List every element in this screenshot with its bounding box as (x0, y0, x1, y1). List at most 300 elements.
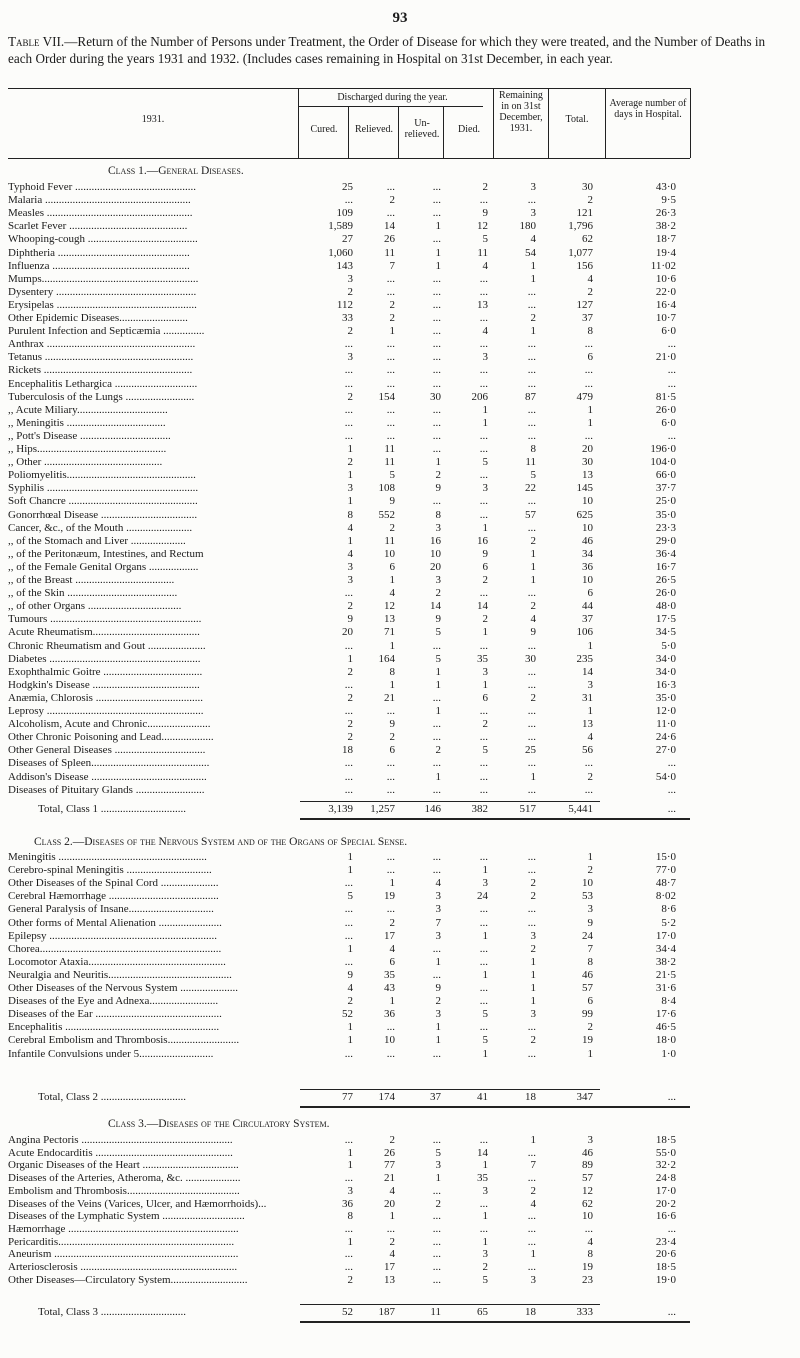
row-label: General Paralysis of Insane............................... (8, 903, 214, 915)
cell: 2 (347, 666, 353, 678)
caption-lead: Table VII. (8, 34, 65, 49)
cell: 1 (435, 260, 441, 272)
cell: 7 (530, 1159, 536, 1171)
cell: ... (667, 378, 676, 390)
cell: 17·0 (655, 1185, 676, 1197)
cell: 48·7 (655, 877, 676, 889)
cell: 77 (384, 1159, 395, 1171)
cell: 46·5 (655, 1021, 676, 1033)
cell: ... (432, 640, 441, 652)
cell: ... (344, 404, 353, 416)
cell: 6 (587, 587, 593, 599)
cell: 9 (482, 207, 488, 219)
header-divider (443, 106, 444, 158)
row-label: Neuralgia and Neuritis............................................. (8, 969, 232, 981)
cell: 19·0 (655, 1274, 676, 1286)
table-row (8, 587, 800, 600)
header-divider (605, 88, 606, 158)
cell: 1 (530, 1248, 536, 1260)
cell: 187 (378, 1306, 395, 1318)
table-row (8, 613, 800, 626)
cell: 12·0 (655, 705, 676, 717)
row-label: ,, of the Breast .................................... (8, 574, 175, 586)
row-label: Exophthalmic Goitre .................................... (8, 666, 203, 678)
cell: ... (344, 1261, 353, 1273)
table-row (8, 877, 800, 890)
cell: ... (527, 917, 536, 929)
cell: ... (479, 587, 488, 599)
cell: 121 (576, 207, 593, 219)
cell: 8 (587, 325, 593, 337)
cell: ... (527, 705, 536, 717)
cell: 5·0 (661, 640, 676, 652)
cell: ... (479, 1021, 488, 1033)
cell: ... (479, 851, 488, 863)
cell: 1 (347, 1159, 353, 1171)
table-row (8, 956, 800, 969)
row-label: Diseases of Spleen........................................... (8, 757, 210, 769)
cell: ... (584, 784, 593, 796)
row-label: Rickets ...................................................... (8, 364, 193, 376)
cell: ... (386, 404, 395, 416)
cell: ... (432, 1274, 441, 1286)
table-row (8, 1159, 800, 1172)
total-row (8, 1091, 800, 1104)
cell: 11·02 (650, 260, 676, 272)
table-row (8, 1248, 800, 1261)
cell: 20 (342, 626, 353, 638)
cell: 87 (525, 391, 536, 403)
cell: 71 (384, 626, 395, 638)
cell: 11 (477, 247, 488, 259)
cell: ... (479, 982, 488, 994)
row-label: ,, Acute Miliary................................. (8, 404, 168, 416)
cell: ... (527, 851, 536, 863)
cell: 2 (347, 456, 353, 468)
cell: 2 (530, 890, 536, 902)
table-row (8, 312, 800, 325)
cell: ... (432, 338, 441, 350)
cell: 1 (530, 325, 536, 337)
cell: 5 (389, 469, 395, 481)
table-row (8, 378, 800, 391)
cell: ... (432, 443, 441, 455)
cell: 30 (582, 181, 593, 193)
table-row (8, 744, 800, 757)
cell: 35·0 (655, 692, 676, 704)
cell: 16·6 (655, 1210, 676, 1222)
cell: ... (584, 430, 593, 442)
cell: 1 (587, 404, 593, 416)
cell: ... (432, 286, 441, 298)
cell: 9 (347, 969, 353, 981)
cell: 17·0 (655, 930, 676, 942)
cell: 20 (582, 443, 593, 455)
cell: 16·4 (655, 299, 676, 311)
row-label: Other Epidemic Diseases......................... (8, 312, 188, 324)
cell: 1 (530, 771, 536, 783)
cell: 1 (482, 1159, 488, 1171)
cell: 10·6 (655, 273, 676, 285)
row-label: ,, Pott's Disease ................................. (8, 430, 171, 442)
table-row (8, 1008, 800, 1021)
cell: 2 (389, 917, 395, 929)
cell: 1 (530, 956, 536, 968)
cell: 13 (384, 613, 395, 625)
cell: 57 (525, 509, 536, 521)
cell: 13 (582, 469, 593, 481)
table-header (8, 90, 800, 158)
cell: 1 (530, 260, 536, 272)
cell: 34·0 (655, 666, 676, 678)
cell: 30 (430, 391, 441, 403)
cell: ... (344, 430, 353, 442)
section-title: Class 3.—Diseases of the Circulatory System. (108, 1118, 330, 1130)
cell: 30 (582, 456, 593, 468)
cell: 3 (587, 1134, 593, 1146)
cell: 174 (378, 1091, 395, 1103)
cell: 35 (477, 1172, 488, 1184)
row-label: Cerebral Hæmorrhage ........................................ (8, 890, 219, 902)
table-row (8, 930, 800, 943)
cell: 99 (582, 1008, 593, 1020)
cell: ... (432, 233, 441, 245)
section-end-rule (300, 818, 690, 820)
table-row (8, 338, 800, 351)
table-row (8, 482, 800, 495)
cell: 9 (530, 626, 536, 638)
cell: 112 (336, 299, 353, 311)
table-row (8, 548, 800, 561)
cell: 1 (530, 1134, 536, 1146)
row-label: Aneurism ................................................................... (8, 1248, 239, 1260)
row-label: Arteriosclerosis ......................................................... (8, 1261, 238, 1273)
cell: 14 (477, 600, 488, 612)
row-label: Alcoholism, Acute and Chronic....................... (8, 718, 211, 730)
cell: 1 (530, 273, 536, 285)
row-label: Chronic Rheumatism and Gout ..................... (8, 640, 206, 652)
cell: 1 (435, 956, 441, 968)
cell: 34 (582, 548, 593, 560)
cell: 2 (587, 864, 593, 876)
cell: ... (527, 784, 536, 796)
cell: 62 (582, 233, 593, 245)
cell: ... (527, 903, 536, 915)
header-unrelieved: Un-relieved. (404, 118, 440, 140)
cell: 6·0 (661, 325, 676, 337)
cell: ... (432, 181, 441, 193)
table-row (8, 1210, 800, 1223)
cell: ... (432, 1248, 441, 1260)
cell: 5 (482, 456, 488, 468)
cell: 1 (587, 705, 593, 717)
row-label: Measles ..................................................... (8, 207, 193, 219)
cell: ... (584, 338, 593, 350)
cell: 31 (582, 692, 593, 704)
cell: 3 (587, 679, 593, 691)
cell: 26·5 (655, 574, 676, 586)
row-label: Scarlet Fever ........................................... (8, 220, 188, 232)
cell: 4 (389, 1248, 395, 1260)
cell: 5 (482, 1008, 488, 1020)
cell: 5 (435, 653, 441, 665)
cell: 2 (347, 286, 353, 298)
cell: 16·7 (655, 561, 676, 573)
cell: 1 (587, 640, 593, 652)
cell: ... (386, 1223, 395, 1235)
cell: 1 (347, 469, 353, 481)
cell: 1 (435, 247, 441, 259)
cell: 2 (530, 600, 536, 612)
cell: 46 (582, 535, 593, 547)
cell: ... (527, 718, 536, 730)
cell: 25 (342, 181, 353, 193)
cell: ... (667, 1223, 676, 1235)
cell: 347 (576, 1091, 593, 1103)
cell: ... (479, 995, 488, 1007)
cell: ... (527, 1261, 536, 1273)
row-label: ,, of the Skin ........................................ (8, 587, 178, 599)
cell: 17 (384, 1261, 395, 1273)
cell: ... (432, 207, 441, 219)
table-row (8, 574, 800, 587)
cell: 3 (435, 574, 441, 586)
cell: 18·7 (655, 233, 676, 245)
cell: ... (432, 273, 441, 285)
cell: 11 (430, 1306, 441, 1318)
cell: 18·0 (655, 1034, 676, 1046)
cell: ... (584, 364, 593, 376)
cell: 35 (477, 653, 488, 665)
cell: 81·5 (655, 391, 676, 403)
cell: 1 (482, 969, 488, 981)
cell: ... (432, 364, 441, 376)
cell: 1 (482, 679, 488, 691)
cell: 25·0 (655, 495, 676, 507)
cell: 19 (582, 1261, 593, 1273)
header-average: Average number of days in Hospital. (609, 98, 687, 120)
section-end-rule (300, 1321, 690, 1323)
cell: 7 (389, 260, 395, 272)
cell: ... (386, 864, 395, 876)
cell: 6 (389, 744, 395, 756)
cell: 7 (435, 917, 441, 929)
cell: 1 (347, 653, 353, 665)
header-top-rule (8, 88, 690, 89)
cell: 89 (582, 1159, 593, 1171)
cell: 21 (384, 692, 395, 704)
cell: 1 (347, 851, 353, 863)
cell: ... (527, 194, 536, 206)
cell: ... (667, 757, 676, 769)
cell: ... (479, 286, 488, 298)
row-label: Cancer, &c., of the Mouth ........................ (8, 522, 193, 534)
cell: 4 (347, 548, 353, 560)
cell: ... (479, 771, 488, 783)
cell: ... (527, 522, 536, 534)
table-row (8, 260, 800, 273)
cell: 20 (430, 561, 441, 573)
cell: 1 (435, 456, 441, 468)
table-row (8, 995, 800, 1008)
row-label: Diseases of the Arteries, Atheroma, &c. .................... (8, 1172, 241, 1184)
cell: ... (667, 430, 676, 442)
cell: ... (527, 378, 536, 390)
cell: 2 (347, 731, 353, 743)
table-row (8, 917, 800, 930)
cell: 20·6 (655, 1248, 676, 1260)
cell: 1 (435, 1021, 441, 1033)
cell: 1,060 (328, 247, 353, 259)
cell: 333 (576, 1306, 593, 1318)
cell: 1 (435, 705, 441, 717)
cell: 1 (347, 495, 353, 507)
cell: 145 (576, 482, 593, 494)
row-label: Other Chronic Poisoning and Lead................... (8, 731, 214, 743)
row-label: Erysipelas ................................................... (8, 299, 197, 311)
cell: ... (432, 692, 441, 704)
table-row (8, 509, 800, 522)
cell: 13 (384, 1274, 395, 1286)
cell: ... (527, 299, 536, 311)
cell: 8 (530, 443, 536, 455)
cell: ... (386, 851, 395, 863)
cell: 3 (435, 1159, 441, 1171)
table-row (8, 640, 800, 653)
cell: 2 (482, 181, 488, 193)
cell: 1 (347, 1034, 353, 1046)
table-row (8, 351, 800, 364)
cell: 4 (389, 587, 395, 599)
cell: 11 (384, 535, 395, 547)
cell: ... (479, 443, 488, 455)
table-row (8, 417, 800, 430)
cell: 2 (482, 718, 488, 730)
cell: ... (386, 273, 395, 285)
cell: ... (584, 378, 593, 390)
cell: 2 (347, 391, 353, 403)
cell: ... (479, 194, 488, 206)
cell: 2 (530, 877, 536, 889)
cell: 1 (530, 574, 536, 586)
cell: ... (432, 417, 441, 429)
table-row (8, 207, 800, 220)
cell: 479 (576, 391, 593, 403)
cell: ... (527, 1147, 536, 1159)
cell: 4 (435, 877, 441, 889)
cell: ... (344, 417, 353, 429)
cell: 53 (582, 890, 593, 902)
cell: 9 (587, 917, 593, 929)
cell: 35·0 (655, 509, 676, 521)
cell: 12 (477, 220, 488, 232)
cell: ... (386, 1048, 395, 1060)
total-rule (300, 801, 600, 802)
cell: ... (344, 784, 353, 796)
cell: 1 (347, 1147, 353, 1159)
cell: 1 (435, 679, 441, 691)
cell: 14 (384, 220, 395, 232)
row-label: Hodgkin's Disease ....................................... (8, 679, 200, 691)
cell: ... (344, 930, 353, 942)
cell: 8 (347, 1210, 353, 1222)
cell: 34·4 (655, 943, 676, 955)
table-row (8, 784, 800, 797)
cell: 54 (525, 247, 536, 259)
cell: 2 (530, 943, 536, 955)
cell: 4 (530, 233, 536, 245)
cell: ... (479, 1198, 488, 1210)
cell: 1 (389, 574, 395, 586)
row-label: Total, Class 2 ............................... (38, 1091, 187, 1103)
cell: 2 (347, 325, 353, 337)
row-label: Encephalitis Lethargica .............................. (8, 378, 198, 390)
cell: ... (432, 1223, 441, 1235)
cell: 55·0 (655, 1147, 676, 1159)
cell: 38·2 (655, 956, 676, 968)
cell: 382 (471, 803, 488, 815)
row-label: Total, Class 3 ............................... (38, 1306, 187, 1318)
cell: ... (479, 903, 488, 915)
cell: 66·0 (655, 469, 676, 481)
cell: 1 (482, 1210, 488, 1222)
cell: ... (344, 640, 353, 652)
cell: ... (344, 364, 353, 376)
cell: 3 (435, 890, 441, 902)
cell: 1 (435, 666, 441, 678)
row-label: Organic Diseases of the Heart ................................... (8, 1159, 239, 1171)
cell: ... (667, 1306, 676, 1318)
cell: ... (344, 705, 353, 717)
row-label: Anæmia, Chlorosis ....................................... (8, 692, 203, 704)
table-row (8, 247, 800, 260)
row-label: ,, Meningitis .................................... (8, 417, 166, 429)
cell: ... (527, 587, 536, 599)
table-row (8, 456, 800, 469)
cell: ... (432, 378, 441, 390)
table-row (8, 1185, 800, 1198)
cell: ... (344, 679, 353, 691)
cell: ... (479, 378, 488, 390)
cell: 4 (587, 1236, 593, 1248)
cell: 14 (477, 1147, 488, 1159)
cell: 11 (384, 456, 395, 468)
cell: ... (667, 803, 676, 815)
row-label: Infantile Convulsions under 5........................... (8, 1048, 214, 1060)
row-label: Addison's Disease .......................................... (8, 771, 207, 783)
cell: 143 (336, 260, 353, 272)
cell: 8 (587, 956, 593, 968)
cell: 21·5 (655, 969, 676, 981)
cell: 43 (384, 982, 395, 994)
table-row (8, 325, 800, 338)
cell: 4 (530, 1198, 536, 1210)
row-label: Embolism and Thrombosis......................................... (8, 1185, 240, 1197)
cell: ... (479, 757, 488, 769)
row-label: Chorea.................................................................. (8, 943, 222, 955)
cell: 3 (347, 351, 353, 363)
cell: 1 (435, 1034, 441, 1046)
cell: 14 (430, 600, 441, 612)
total-row (8, 803, 800, 816)
table-row (8, 430, 800, 443)
row-label: Soft Chancre ............................................... (8, 495, 198, 507)
cell: 5 (435, 1147, 441, 1159)
cell: 3 (530, 181, 536, 193)
cell: 2 (587, 771, 593, 783)
cell: ... (344, 1223, 353, 1235)
cell: 18 (525, 1306, 536, 1318)
